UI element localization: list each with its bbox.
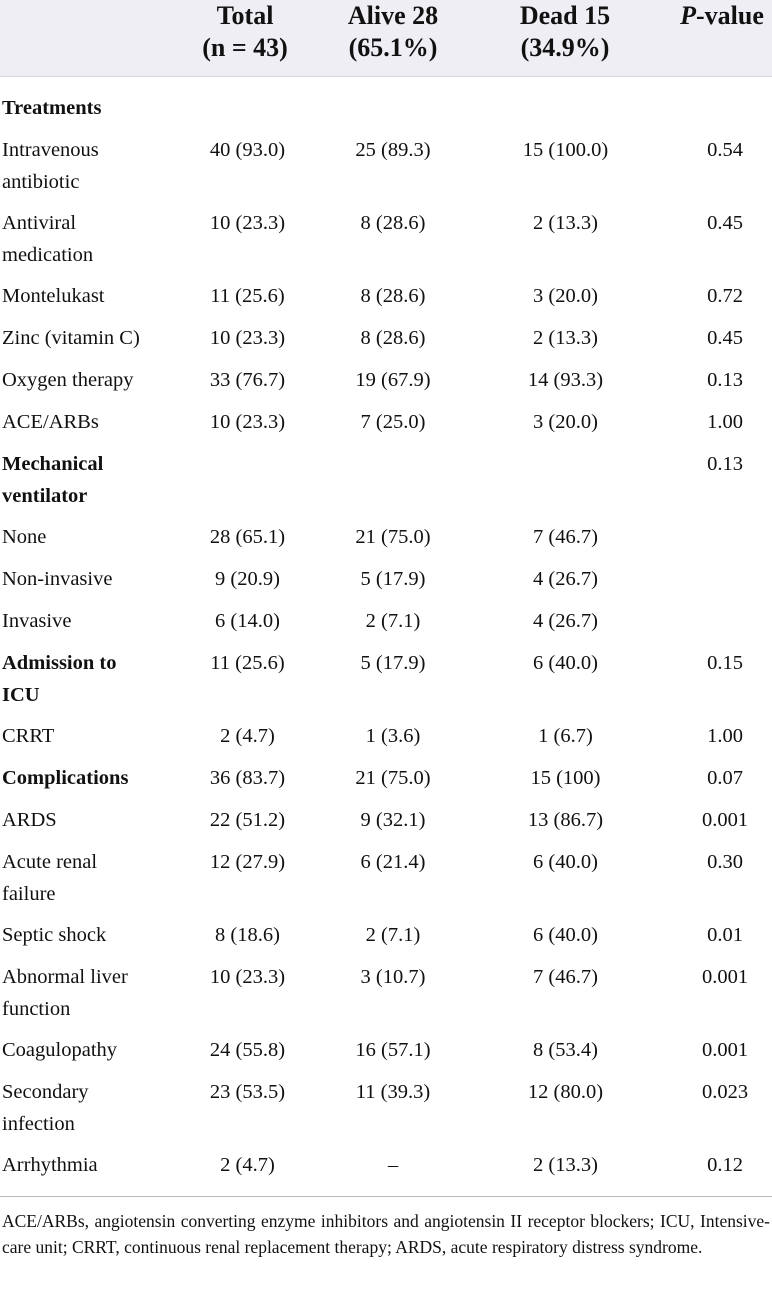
cell-pvalue: 0.72	[707, 285, 743, 307]
cell-dead: 8 (53.4)	[533, 1039, 598, 1061]
header-total-line2: (n = 43)	[202, 33, 288, 62]
cell-alive: 5 (17.9)	[360, 568, 426, 590]
cell-pvalue: 0.01	[707, 924, 743, 946]
cell-alive: 5 (17.9)	[360, 652, 426, 674]
row-label-line: Septic shock	[2, 924, 107, 946]
header-alive-line1: Alive 28	[347, 1, 439, 30]
cell-dead: 1 (6.7)	[538, 725, 593, 747]
row-label-line: Intravenous	[2, 139, 99, 161]
row-label-line: Mechanical	[2, 453, 104, 475]
header-dead-line1: Dead 15	[519, 1, 611, 30]
cell-total: 10 (23.3)	[209, 966, 286, 988]
header-pvalue-rest: -value	[696, 1, 764, 30]
cell-dead: 15 (100.0)	[522, 139, 609, 161]
header-pvalue	[672, 0, 772, 32]
row-label-line: CRRT	[2, 725, 55, 747]
cell-total: 10 (23.3)	[209, 327, 286, 349]
cell-pvalue: 0.15	[707, 652, 743, 674]
cell-pvalue: 0.13	[707, 453, 743, 475]
cell-alive: 16 (57.1)	[355, 1039, 431, 1061]
cell-pvalue: 0.001	[701, 966, 749, 988]
row-label	[2, 1076, 197, 1140]
cell-alive: 8 (28.6)	[360, 285, 426, 307]
cell-total: 10 (23.3)	[209, 411, 286, 433]
cell-total: 10 (23.3)	[209, 212, 286, 234]
row-label	[2, 1149, 197, 1181]
row-label	[2, 322, 197, 354]
row-label	[2, 605, 197, 637]
table-footnote: ACE/ARBs, angiotensin converting enzyme inhibitors and angiotensin II receptor blockers; ICU, Intensive-care unit; CRRT, continuous renal replacement therapy; ARDS, acute respiratory distress syndrome.	[2, 1211, 770, 1257]
cell-dead: 6 (40.0)	[533, 851, 598, 873]
row-label	[2, 364, 197, 396]
cell-total: 24 (55.8)	[209, 1039, 286, 1061]
header-pvalue-italic: P	[680, 1, 696, 30]
row-label-line: Zinc (vitamin C)	[2, 327, 140, 349]
cell-alive: 9 (32.1)	[360, 809, 426, 831]
cell-alive: 3 (10.7)	[360, 966, 426, 988]
row-label-line: Treatments	[2, 97, 102, 119]
row-label	[2, 647, 197, 711]
row-label-line: ICU	[2, 684, 40, 706]
cell-dead: 2 (13.3)	[533, 1154, 598, 1176]
row-label-line: function	[2, 998, 71, 1020]
row-label-line: medication	[2, 244, 94, 266]
row-label	[2, 919, 197, 951]
header-alive-line2: (65.1%)	[348, 33, 438, 62]
row-label	[2, 521, 197, 553]
cell-alive: 2 (7.1)	[365, 924, 421, 946]
header-total-line1: Total	[216, 1, 274, 30]
row-label-line: ventilator	[2, 485, 88, 507]
row-label-line: Secondary	[2, 1081, 89, 1103]
cell-total: 8 (18.6)	[215, 924, 280, 946]
cell-alive: 8 (28.6)	[360, 327, 426, 349]
row-label-line: infection	[2, 1113, 75, 1135]
row-label	[2, 961, 197, 1025]
row-label	[2, 280, 197, 312]
cell-total: 2 (4.7)	[220, 1154, 275, 1176]
row-label-line: Coagulopathy	[2, 1039, 118, 1061]
row-label	[2, 563, 197, 595]
row-label-line: Complications	[2, 767, 129, 789]
cell-alive: 1 (3.6)	[365, 725, 421, 747]
cell-total: 23 (53.5)	[209, 1081, 286, 1103]
row-label	[2, 92, 197, 124]
cell-dead: 7 (46.7)	[533, 966, 598, 988]
cell-total: 12 (27.9)	[209, 851, 286, 873]
cell-dead: 3 (20.0)	[533, 285, 598, 307]
row-label	[2, 448, 197, 512]
row-label	[2, 207, 197, 271]
row-label	[2, 846, 197, 910]
cell-dead: 7 (46.7)	[533, 526, 598, 548]
cell-pvalue: 1.00	[707, 411, 743, 433]
row-label-line: None	[2, 526, 47, 548]
header-total	[175, 0, 315, 64]
cell-pvalue: 0.45	[707, 327, 743, 349]
cell-dead: 12 (80.0)	[527, 1081, 604, 1103]
cell-total: 28 (65.1)	[209, 526, 286, 548]
cell-total: 11 (25.6)	[210, 285, 285, 307]
cell-dead: 15 (100)	[530, 767, 601, 789]
cell-alive: 21 (75.0)	[355, 767, 431, 789]
cell-total: 40 (93.0)	[209, 139, 286, 161]
cell-dead: 6 (40.0)	[533, 924, 598, 946]
row-label-line: Arrhythmia	[2, 1154, 98, 1176]
cell-alive: 21 (75.0)	[355, 526, 431, 548]
row-label	[2, 762, 197, 794]
cell-dead: 2 (13.3)	[533, 327, 598, 349]
cell-pvalue: 0.13	[707, 369, 743, 391]
header-dead	[490, 0, 640, 64]
row-label	[2, 804, 197, 836]
row-label	[2, 720, 197, 752]
row-label-line: Admission to	[2, 652, 117, 674]
row-label-line: Non-invasive	[2, 568, 113, 590]
cell-alive: 25 (89.3)	[355, 139, 431, 161]
cell-pvalue: 0.023	[701, 1081, 749, 1103]
cell-total: 11 (25.6)	[210, 652, 285, 674]
cell-alive: 6 (21.4)	[360, 851, 426, 873]
cell-dead: 2 (13.3)	[533, 212, 598, 234]
cell-total: 9 (20.9)	[215, 568, 280, 590]
cell-alive: 11 (39.3)	[355, 1081, 431, 1103]
cell-dead: 13 (86.7)	[527, 809, 604, 831]
cell-total: 6 (14.0)	[215, 610, 280, 632]
row-label-line: Antiviral	[2, 212, 77, 234]
row-label-line: Oxygen therapy	[2, 369, 134, 391]
row-label-line: ARDS	[2, 809, 57, 831]
header-dead-line2: (34.9%)	[520, 33, 610, 62]
header-alive	[318, 0, 468, 64]
cell-alive: 2 (7.1)	[365, 610, 421, 632]
cell-total: 2 (4.7)	[220, 725, 275, 747]
cell-pvalue: 0.001	[701, 809, 749, 831]
row-label-line: Acute renal	[2, 851, 98, 873]
cell-dead: 4 (26.7)	[533, 568, 598, 590]
cell-pvalue: 0.54	[707, 139, 743, 161]
cell-pvalue: 0.07	[707, 767, 743, 789]
cell-alive: 8 (28.6)	[360, 212, 426, 234]
cell-alive: 7 (25.0)	[360, 411, 426, 433]
cell-pvalue: 0.001	[701, 1039, 749, 1061]
cell-dead: 3 (20.0)	[533, 411, 598, 433]
row-label-line: failure	[2, 883, 56, 905]
cell-pvalue: 0.30	[707, 851, 743, 873]
cell-dead: 14 (93.3)	[527, 369, 604, 391]
row-label-line: Montelukast	[2, 285, 105, 307]
cell-alive: 19 (67.9)	[355, 369, 431, 391]
cell-total: 33 (76.7)	[209, 369, 286, 391]
row-label-line: antibiotic	[2, 171, 80, 193]
row-label-line: Abnormal liver	[2, 966, 128, 988]
cell-pvalue: 0.45	[707, 212, 743, 234]
cell-pvalue: 0.12	[707, 1154, 743, 1176]
row-label	[2, 406, 197, 438]
table-header	[0, 0, 772, 77]
row-label-line: ACE/ARBs	[2, 411, 99, 433]
cell-dead: 4 (26.7)	[533, 610, 598, 632]
cell-alive: –	[387, 1154, 399, 1176]
footnote-divider	[0, 1196, 772, 1197]
cell-total: 22 (51.2)	[209, 809, 286, 831]
row-label	[2, 1034, 197, 1066]
cell-pvalue: 1.00	[707, 725, 743, 747]
cell-dead: 6 (40.0)	[533, 652, 598, 674]
cell-total: 36 (83.7)	[209, 767, 286, 789]
row-label-line: Invasive	[2, 610, 72, 632]
row-label	[2, 134, 197, 198]
